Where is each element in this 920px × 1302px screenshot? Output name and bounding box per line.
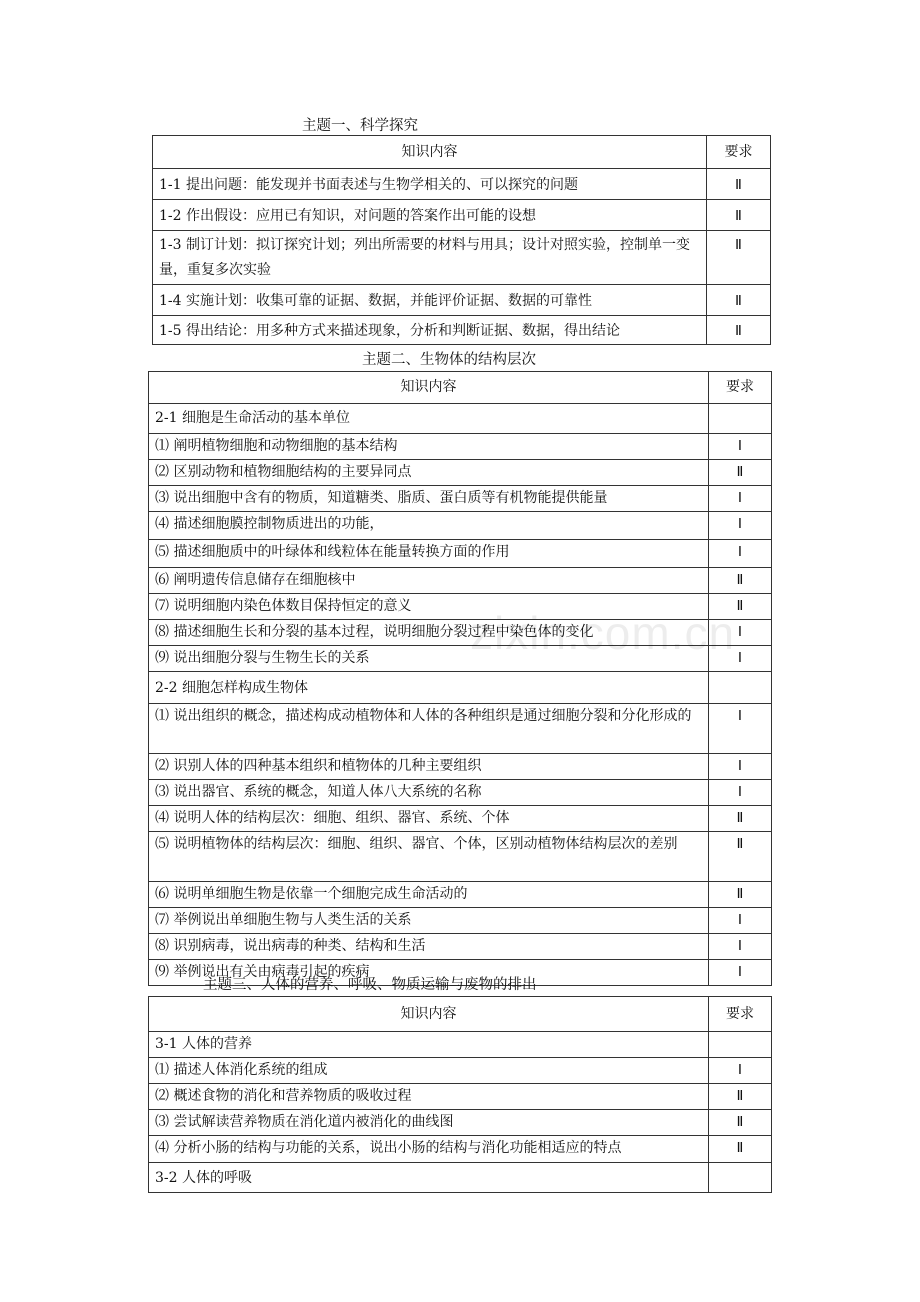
row-requirement: Ⅱ: [709, 568, 772, 594]
row-requirement: [709, 1032, 772, 1058]
row-content: ⑻ 描述细胞生长和分裂的基本过程，说明细胞分裂过程中染色体的变化: [149, 620, 709, 646]
row-content: 1-1 提出问题：能发现并书面表述与生物学相关的、可以探究的问题: [153, 169, 707, 200]
row-requirement: [709, 404, 772, 434]
row-requirement: Ⅱ: [707, 316, 771, 345]
section-1-table: [152, 135, 771, 345]
row-content: ⑺ 说明细胞内染色体数目保持恒定的意义: [149, 594, 709, 620]
row-requirement: Ⅰ: [709, 486, 772, 512]
row-requirement: Ⅰ: [709, 1058, 772, 1084]
header-requirement: 要求: [707, 136, 771, 169]
row-requirement: Ⅰ: [709, 960, 772, 986]
row-content: ⑷ 分析小肠的结构与功能的关系，说出小肠的结构与消化功能相适应的特点: [149, 1136, 709, 1163]
row-content: 1-4 实施计划：收集可靠的证据、数据，并能评价证据、数据的可靠性: [153, 285, 707, 316]
table-row: [149, 568, 772, 594]
table-row: [149, 672, 772, 704]
row-content: ⑵ 区别动物和植物细胞结构的主要异同点: [149, 460, 709, 486]
section-2-table: [148, 371, 772, 986]
table-row: [149, 540, 772, 568]
row-content: ⑸ 说明植物体的结构层次：细胞、组织、器官、个体，区别动植物体结构层次的差别: [149, 832, 709, 882]
row-content: 1-2 作出假设：应用已有知识，对问题的答案作出可能的设想: [153, 200, 707, 231]
table-row: [149, 1058, 772, 1084]
table-row: [149, 934, 772, 960]
row-content: ⑼ 举例说出有关由病毒引起的疾病: [149, 960, 709, 986]
table-row: [149, 460, 772, 486]
row-requirement: [709, 1163, 772, 1193]
row-content: ⑸ 描述细胞质中的叶绿体和线粒体在能量转换方面的作用: [149, 540, 709, 568]
row-requirement: Ⅱ: [709, 1110, 772, 1136]
row-content: ⑷ 描述细胞膜控制物质进出的功能，: [149, 512, 709, 540]
header-content: 知识内容: [149, 372, 709, 404]
table-row: [149, 908, 772, 934]
row-content: ⑵ 概述食物的消化和营养物质的吸收过程: [149, 1084, 709, 1110]
table-row: [149, 1084, 772, 1110]
section-1-title: 主题一、科学探究: [302, 118, 418, 134]
row-requirement: Ⅱ: [707, 231, 771, 285]
row-content: 1-3 制订计划：拟订探究计划；列出所需要的材料与用具；设计对照实验，控制单一变量，重复多次实验: [153, 231, 707, 285]
row-requirement: Ⅱ: [709, 806, 772, 832]
table-row: [149, 1110, 772, 1136]
row-content: ⑴ 描述人体消化系统的组成: [149, 1058, 709, 1084]
table-row: [149, 1163, 772, 1193]
row-requirement: Ⅰ: [709, 908, 772, 934]
row-requirement: Ⅱ: [709, 594, 772, 620]
table-row: [153, 316, 771, 345]
table-row: [153, 231, 771, 285]
row-content: 3-2 人体的呼吸: [149, 1163, 709, 1193]
table-row: [149, 780, 772, 806]
table-row: [153, 169, 771, 200]
row-requirement: Ⅰ: [709, 780, 772, 806]
row-content: 2-2 细胞怎样构成生物体: [149, 672, 709, 704]
row-requirement: [709, 672, 772, 704]
row-requirement: Ⅱ: [709, 1084, 772, 1110]
row-content: ⑹ 说明单细胞生物是依靠一个细胞完成生命活动的: [149, 882, 709, 908]
row-content: ⑹ 阐明遗传信息储存在细胞核中: [149, 568, 709, 594]
row-requirement: Ⅱ: [709, 1136, 772, 1163]
row-requirement: Ⅰ: [709, 434, 772, 460]
header-content: 知识内容: [149, 997, 709, 1032]
row-requirement: Ⅰ: [709, 934, 772, 960]
row-content: ⑺ 举例说出单细胞生物与人类生活的关系: [149, 908, 709, 934]
header-content: 知识内容: [153, 136, 707, 169]
row-requirement: Ⅰ: [709, 646, 772, 672]
row-requirement: Ⅱ: [707, 285, 771, 316]
table-row: [149, 704, 772, 754]
row-content: ⑶ 说出细胞中含有的物质，知道糖类、脂质、蛋白质等有机物能提供能量: [149, 486, 709, 512]
table-row: [149, 404, 772, 434]
table-row: [149, 832, 772, 882]
row-requirement: Ⅱ: [709, 882, 772, 908]
table-header: [149, 997, 772, 1032]
row-content: ⑶ 尝试解读营养物质在消化道内被消化的曲线图: [149, 1110, 709, 1136]
row-requirement: Ⅰ: [709, 620, 772, 646]
row-content: 3-1 人体的营养: [149, 1032, 709, 1058]
table-header: [153, 136, 771, 169]
table-row: [149, 882, 772, 908]
table-row: [149, 512, 772, 540]
table-row: [149, 1032, 772, 1058]
row-content: 1-5 得出结论：用多种方式来描述现象，分析和判断证据、数据，得出结论: [153, 316, 707, 345]
table-header: [149, 372, 772, 404]
table-row: [149, 434, 772, 460]
table-row: [149, 806, 772, 832]
table-row: [149, 486, 772, 512]
header-requirement: 要求: [709, 997, 772, 1032]
row-content: ⑴ 阐明植物细胞和动物细胞的基本结构: [149, 434, 709, 460]
section-3-table: [148, 996, 772, 1193]
row-requirement: Ⅰ: [709, 754, 772, 780]
table-row: [149, 1136, 772, 1163]
row-requirement: Ⅱ: [709, 832, 772, 882]
row-requirement: Ⅱ: [707, 200, 771, 231]
row-requirement: Ⅱ: [709, 460, 772, 486]
row-content: ⑼ 说出细胞分裂与生物生长的关系: [149, 646, 709, 672]
table-row: [153, 200, 771, 231]
row-requirement: Ⅰ: [709, 704, 772, 754]
row-requirement: Ⅰ: [709, 512, 772, 540]
row-content: ⑷ 说明人体的结构层次：细胞、组织、器官、系统、个体: [149, 806, 709, 832]
row-requirement: Ⅱ: [707, 169, 771, 200]
table-row: [149, 754, 772, 780]
table-row: [153, 285, 771, 316]
section-2-title: 主题二、生物体的结构层次: [362, 352, 536, 368]
row-content: 2-1 细胞是生命活动的基本单位: [149, 404, 709, 434]
row-content: ⑶ 说出器官、系统的概念，知道人体八大系统的名称: [149, 780, 709, 806]
row-content: ⑴ 说出组织的概念，描述构成动植物体和人体的各种组织是通过细胞分裂和分化形成的: [149, 704, 709, 754]
watermark: zixin.com.cn: [470, 607, 736, 659]
section-3-title: 主题三、人体的营养、呼吸、物质运输与废物的排出: [203, 977, 537, 993]
row-requirement: Ⅰ: [709, 540, 772, 568]
row-content: ⑻ 识别病毒，说出病毒的种类、结构和生活: [149, 934, 709, 960]
header-requirement: 要求: [709, 372, 772, 404]
row-content: ⑵ 识别人体的四种基本组织和植物体的几种主要组织: [149, 754, 709, 780]
